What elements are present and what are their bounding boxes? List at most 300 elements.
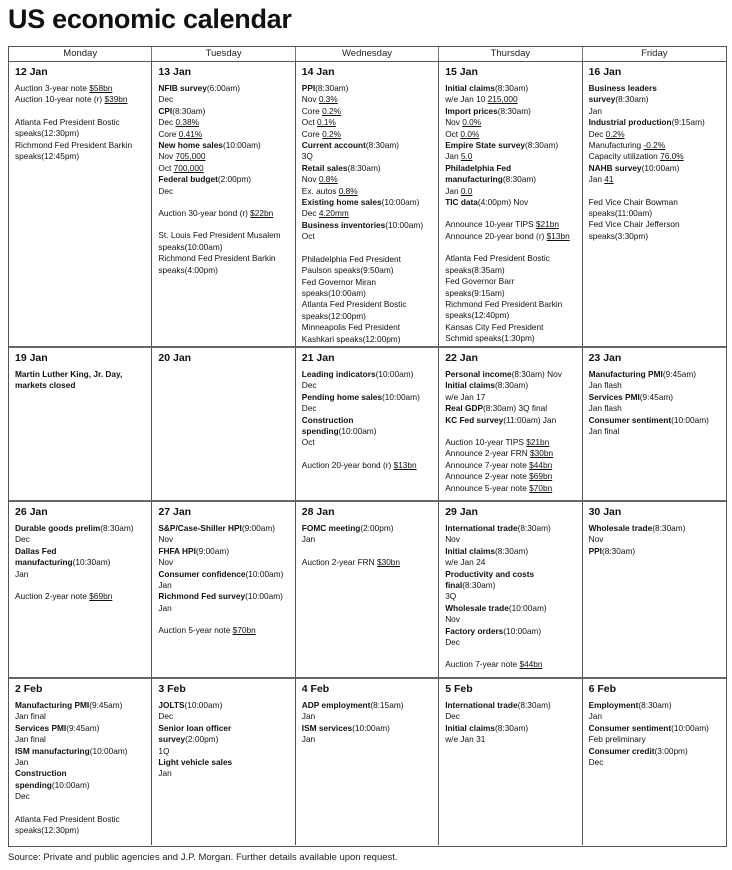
event-line: [158, 746, 288, 757]
event-value: $58bn: [89, 83, 113, 93]
line-spacer: [158, 197, 288, 208]
day-cell: [439, 348, 582, 502]
event-text: Kashkari speaks(12:00pm): [301, 333, 401, 344]
day-cell: [296, 679, 439, 845]
event-text: speaks(3:30pm): [588, 230, 649, 241]
event-name: PPI: [588, 545, 602, 556]
event-line: [15, 723, 145, 734]
event-text: (8:30am): [365, 140, 400, 151]
event-name: survey: [588, 94, 616, 105]
day-date: 30 Jan: [588, 506, 622, 518]
event-text: (9:00am): [195, 545, 230, 556]
event-line: [302, 288, 432, 299]
event-line: [445, 534, 575, 545]
event-text: Jan final: [588, 426, 620, 437]
event-name: FHFA HPI: [158, 545, 196, 556]
event-text: w/e Jan 24: [445, 557, 486, 568]
event-line: [15, 380, 145, 391]
line-spacer: [158, 219, 288, 230]
day-cell: [439, 502, 582, 679]
event-line: [445, 380, 575, 391]
event-line: [589, 734, 720, 745]
event-text: (8:30am): [347, 162, 381, 173]
event-name: NFIB survey: [158, 83, 207, 93]
event-line: [158, 723, 288, 734]
event-line: [302, 426, 432, 437]
event-line: [589, 197, 720, 208]
event-line: [589, 369, 720, 380]
event-name: Initial claims: [445, 545, 495, 556]
event-line: [15, 791, 145, 802]
event-line: [445, 117, 575, 128]
day-date: 22 Jan: [445, 352, 478, 364]
day-date: 3 Feb: [158, 683, 186, 695]
event-name: Wholesale trade: [445, 602, 509, 613]
event-line: [302, 392, 432, 403]
event-value: 0.2%: [322, 105, 342, 116]
event-name: Business inventories: [301, 219, 386, 230]
event-line: [445, 83, 575, 94]
event-line: [158, 117, 288, 128]
event-line: [302, 322, 432, 333]
event-line: [302, 83, 432, 94]
event-text: (10:00am): [51, 779, 90, 790]
event-name: Dallas Fed: [15, 545, 57, 556]
event-line: [589, 83, 720, 94]
event-name: spending: [301, 426, 339, 437]
event-value: $30bn: [376, 556, 401, 567]
event-text: (9:45am): [89, 700, 123, 710]
event-line: [158, 700, 288, 711]
event-text: speaks(12:45pm): [15, 151, 80, 162]
event-line: [302, 117, 432, 128]
event-line: [445, 276, 575, 287]
event-line: [302, 106, 432, 117]
event-text: (10:00am): [352, 722, 390, 733]
event-value: $39bn: [104, 94, 128, 105]
event-line: [589, 523, 720, 534]
event-text: 3Q: [445, 591, 457, 602]
event-line: [302, 163, 432, 174]
event-line: [302, 311, 432, 322]
event-text: (8:30am): [100, 523, 134, 533]
event-value: 215,000: [487, 94, 518, 105]
event-value: 0.2%: [605, 128, 625, 139]
event-value: $13bn: [546, 230, 570, 241]
event-line: [302, 254, 432, 265]
event-line: [445, 460, 575, 471]
event-name: International trade: [445, 523, 518, 533]
event-line: [15, 369, 145, 380]
event-line: [15, 117, 145, 128]
day-cell: [152, 679, 295, 845]
event-line: [589, 546, 720, 557]
event-text: w/e Jan 17: [445, 391, 486, 402]
event-value: $44bn: [519, 659, 543, 670]
event-text: Oct: [301, 437, 315, 448]
day-cell: [583, 502, 726, 679]
event-name: Existing home sales: [301, 197, 382, 208]
event-text: Dec: [445, 711, 460, 722]
event-line: [589, 129, 720, 140]
event-value: 41: [604, 174, 614, 185]
event-text: Capacity utilization: [588, 151, 661, 162]
event-value: 0.0%: [462, 117, 482, 128]
event-line: [589, 380, 720, 391]
event-text: Jan final: [15, 734, 46, 745]
event-text: Core: [301, 128, 323, 139]
event-name: survey: [158, 734, 186, 745]
event-line: [589, 392, 720, 403]
event-name: JOLTS: [158, 700, 185, 710]
event-name: Light vehicle sales: [158, 757, 233, 768]
day-date: 29 Jan: [445, 506, 478, 518]
event-line: [302, 460, 432, 471]
event-name: FOMC meeting: [301, 523, 361, 533]
event-value: $13bn: [393, 459, 417, 470]
event-text: speaks(8:35am): [445, 264, 505, 275]
event-text: (2:00pm): [185, 734, 219, 745]
event-text: Jan: [158, 602, 172, 613]
event-name: S&P/Case-Shiller HPI: [158, 523, 242, 533]
line-spacer: [302, 449, 432, 460]
event-text: Jan: [301, 534, 316, 545]
event-name: NAHB survey: [588, 162, 642, 173]
event-text: Announce 2-year FRN: [445, 448, 531, 459]
day-cell: [152, 502, 295, 679]
event-text: (8:30am): [495, 722, 529, 733]
event-line: [445, 265, 575, 276]
day-date: 2 Feb: [15, 683, 43, 695]
line-spacer: [445, 426, 575, 437]
day-date: 13 Jan: [158, 66, 192, 78]
event-text: 1Q: [158, 745, 170, 756]
event-line: [158, 151, 288, 162]
event-line: [158, 591, 288, 602]
event-line: [589, 163, 720, 174]
event-line: [302, 734, 432, 745]
event-text: (4:00pm) Nov: [477, 197, 529, 208]
weekday-header-thursday: Thursday: [439, 47, 582, 61]
event-text: Auction 10-year TIPS: [445, 437, 527, 448]
event-text: (11:00am) Jan: [503, 414, 557, 425]
event-name: Leading indicators: [301, 369, 376, 379]
event-text: (10:00am): [671, 414, 709, 425]
day-cell: [583, 679, 726, 845]
event-value: 0.8%: [338, 185, 358, 196]
day-date: 27 Jan: [158, 506, 192, 518]
event-line: [158, 94, 288, 105]
event-text: (8:30am): [462, 580, 496, 591]
event-text: Jan flash: [588, 380, 622, 391]
event-text: (10:00am): [245, 591, 283, 602]
event-text: Nov: [301, 94, 319, 105]
day-cell: [9, 679, 152, 845]
event-line: [302, 231, 432, 242]
event-text: Dec: [445, 637, 460, 648]
event-name: manufacturing: [445, 174, 503, 185]
event-text: speaks(11:00am): [588, 208, 653, 219]
event-value: $70bn: [232, 625, 256, 636]
event-text: Dec: [158, 117, 176, 128]
event-line: [15, 734, 145, 745]
event-line: [15, 780, 145, 791]
event-name: CPI: [158, 105, 173, 116]
event-line: [15, 546, 145, 557]
event-line: [302, 208, 432, 219]
event-text: (8:30am) Nov: [511, 369, 562, 379]
event-line: [445, 403, 575, 414]
event-text: (10:00am): [385, 219, 424, 230]
event-text: Jan: [15, 757, 29, 768]
event-value: 0.2%: [322, 128, 342, 139]
event-text: (10:00am): [245, 568, 284, 579]
event-text: Dec: [158, 94, 174, 105]
event-name: ADP employment: [301, 700, 371, 710]
event-name: Senior loan officer: [158, 722, 232, 733]
event-line: [15, 94, 145, 105]
event-line: [158, 174, 288, 185]
event-line: [158, 140, 288, 151]
event-line: [445, 569, 575, 580]
event-text: Atlanta Fed President Bostic: [301, 299, 407, 310]
event-text: Dec: [301, 380, 317, 391]
line-spacer: [15, 580, 145, 591]
event-text: Nov: [588, 534, 604, 545]
event-text: Auction 7-year note: [445, 659, 520, 670]
event-text: (8:30am): [495, 83, 529, 93]
event-line: [445, 448, 575, 459]
event-text: Jan: [158, 768, 172, 779]
event-line: [158, 603, 288, 614]
event-line: [445, 483, 575, 494]
event-text: Dec: [301, 403, 317, 414]
event-line: [589, 208, 720, 219]
event-line: [158, 734, 288, 745]
weekday-header-row: [9, 47, 726, 62]
event-line: [589, 757, 720, 768]
weekday-header-friday: Friday: [641, 48, 668, 59]
event-text: Fed Governor Barr: [445, 276, 515, 287]
page-title: US economic calendar: [8, 4, 292, 34]
event-text: Dec: [588, 128, 606, 139]
event-value: $44bn: [529, 459, 553, 470]
event-line: [445, 197, 575, 208]
event-name: Pending home sales: [301, 391, 383, 402]
event-name: Personal income: [445, 369, 512, 379]
event-value: $21bn: [526, 437, 550, 448]
event-line: [589, 723, 720, 734]
day-date: 16 Jan: [588, 66, 622, 78]
event-name: Services PMI: [588, 391, 640, 402]
day-date: 4 Feb: [301, 683, 330, 695]
event-text: speaks(10:00am): [301, 287, 366, 298]
event-name: Construction: [301, 414, 354, 425]
event-text: speaks(4:00pm): [158, 264, 218, 275]
event-line: [445, 700, 575, 711]
day-cell: [9, 62, 152, 348]
event-line: [302, 369, 432, 380]
event-text: (10:00am): [641, 162, 680, 173]
event-line: [158, 768, 288, 779]
event-line: [302, 186, 432, 197]
event-text: Jan flash: [588, 403, 622, 414]
event-text: Oct: [445, 128, 461, 139]
event-line: [445, 557, 575, 568]
event-line: [445, 174, 575, 185]
event-line: [445, 94, 575, 105]
event-text: (10:00am): [503, 625, 542, 636]
event-line: [589, 140, 720, 151]
event-text: speaks(12:40pm): [445, 310, 510, 321]
event-name: Factory orders: [445, 625, 504, 636]
event-line: [445, 603, 575, 614]
event-line: [302, 265, 432, 276]
event-value: $69bn: [89, 591, 113, 602]
event-text: Auction 20-year bond (r): [301, 459, 394, 470]
event-line: [589, 174, 720, 185]
event-text: Auction 10-year note (r): [15, 94, 105, 105]
event-value: $69bn: [529, 471, 553, 482]
event-line: [302, 380, 432, 391]
event-name: manufacturing: [15, 557, 73, 568]
event-text: (9:45am): [662, 369, 697, 379]
event-name: Services PMI: [15, 722, 67, 733]
event-text: (10:00am): [381, 197, 420, 208]
event-name: Employment: [588, 700, 639, 710]
event-name: Consumer sentiment: [588, 722, 672, 733]
event-name: TIC data: [445, 197, 478, 208]
event-text: Philadelphia Fed President: [301, 253, 401, 264]
event-name: Philadelphia Fed: [445, 162, 512, 173]
event-name: Wholesale trade: [588, 523, 653, 533]
event-line: [445, 415, 575, 426]
event-line: [158, 265, 288, 276]
weekday-header-tuesday: Tuesday: [152, 47, 295, 61]
event-value: 0.38%: [175, 117, 199, 128]
event-text: (8:30am): [517, 523, 551, 533]
event-line: [158, 163, 288, 174]
event-line: [158, 711, 288, 722]
event-value: 5.0: [460, 151, 473, 162]
event-name: International trade: [445, 700, 518, 710]
event-line: [445, 471, 575, 482]
day-cell: [9, 348, 152, 502]
event-line: [589, 94, 720, 105]
event-line: [15, 825, 145, 836]
event-line: [445, 106, 575, 117]
event-line: [15, 768, 145, 779]
day-date: 26 Jan: [15, 506, 48, 518]
event-text: Ex. autos: [301, 185, 339, 196]
event-text: Oct: [301, 117, 318, 128]
event-name: Construction: [15, 768, 67, 779]
event-line: [158, 625, 288, 636]
day-cell: [296, 348, 439, 502]
event-line: [158, 230, 288, 241]
event-value: $70bn: [529, 482, 553, 493]
event-text: Oct: [158, 162, 174, 173]
day-date: 28 Jan: [301, 506, 335, 518]
event-line: [445, 219, 575, 230]
event-line: [15, 700, 145, 711]
event-value: 0.8%: [318, 174, 338, 185]
event-line: [158, 129, 288, 140]
event-text: Nov: [158, 534, 174, 545]
event-text: (10:00am): [671, 722, 709, 733]
event-line: [445, 186, 575, 197]
event-name: Business leaders: [588, 83, 657, 93]
event-line: [158, 757, 288, 768]
event-text: Announce 10-year TIPS: [445, 219, 536, 230]
event-name: Retail sales: [301, 162, 348, 173]
event-line: [445, 140, 575, 151]
line-spacer: [445, 648, 575, 659]
event-name: Current account: [301, 140, 366, 151]
event-text: Nov: [158, 557, 174, 568]
line-spacer: [445, 208, 575, 219]
event-line: [15, 746, 145, 757]
event-text: Auction 30-year bond (r): [158, 208, 251, 219]
event-text: speaks(9:15am): [445, 287, 505, 298]
event-value: 0.0: [460, 185, 473, 196]
event-text: speaks(10:00am): [158, 241, 223, 252]
event-line: [445, 591, 575, 602]
event-name: final: [445, 580, 463, 591]
event-line: [302, 299, 432, 310]
weekday-header-wednesday: Wednesday: [296, 47, 439, 61]
event-line: [589, 231, 720, 242]
event-text: (8:30am) 3Q final: [483, 403, 548, 414]
event-text: Dec: [158, 711, 174, 722]
event-line: [15, 128, 145, 139]
event-text: 3Q: [301, 151, 313, 162]
event-line: [302, 197, 432, 208]
event-value: 700,000: [173, 162, 204, 173]
event-line: [445, 734, 575, 745]
event-text: (8:30am): [601, 545, 636, 556]
event-name: Consumer sentiment: [588, 414, 672, 425]
event-line: [302, 437, 432, 448]
event-text: Manufacturing: [588, 140, 644, 151]
event-line: [158, 106, 288, 117]
day-date: 6 Feb: [588, 683, 617, 695]
event-name: Empire State survey: [445, 140, 525, 151]
event-text: Jan: [445, 151, 461, 162]
line-spacer: [158, 614, 288, 625]
event-text: Richmond Fed President Barkin: [445, 298, 563, 309]
event-name: Real GDP: [445, 403, 483, 414]
event-text: (8:15am): [370, 700, 404, 710]
event-value: 0.0%: [460, 128, 480, 139]
event-line: [445, 626, 575, 637]
event-text: w/e Jan 10: [445, 94, 488, 105]
event-text: speaks(12:00pm): [301, 310, 366, 321]
event-line: [15, 534, 145, 545]
event-line: [15, 591, 145, 602]
event-line: [589, 426, 720, 437]
event-text: Jan: [15, 568, 29, 579]
event-text: Jan final: [15, 711, 46, 722]
event-name: New home sales: [158, 140, 223, 151]
event-name: Durable goods prelim: [15, 523, 101, 533]
event-line: [302, 129, 432, 140]
event-value: 0.3%: [318, 94, 338, 105]
weekday-header-monday: Monday: [9, 47, 152, 61]
event-text: (8:30am): [638, 700, 672, 710]
event-text: (8:30am): [495, 380, 529, 391]
event-name: Industrial production: [588, 117, 672, 128]
